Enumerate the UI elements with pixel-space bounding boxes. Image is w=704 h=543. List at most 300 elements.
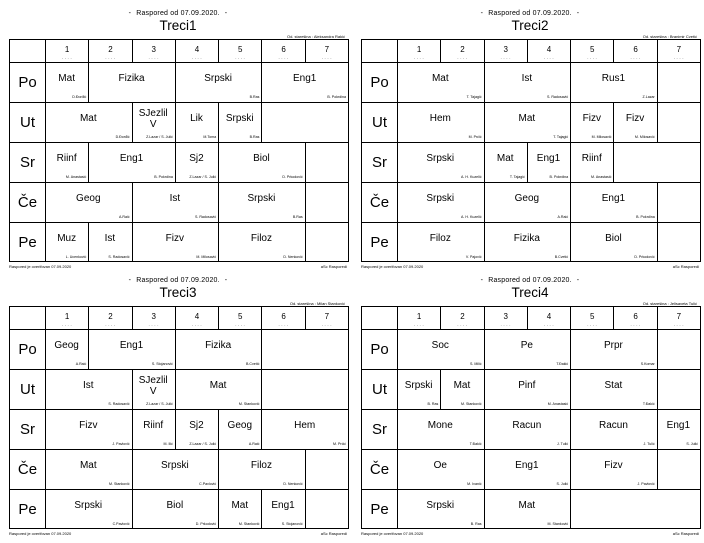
day-label: Ut — [20, 381, 35, 398]
period-number: 7 — [324, 312, 330, 321]
teacher-name: D. Prkodović — [195, 522, 217, 526]
teacher-name: S. Stojanović — [151, 362, 173, 366]
subject-name: Stat — [604, 380, 623, 391]
subject-name: Biol — [605, 233, 622, 244]
class-teacher: Od. starešina : Jelisaveta Tulić — [642, 301, 697, 306]
subject-name: Filoz — [429, 233, 451, 244]
lesson-cell — [45, 329, 88, 369]
period-header — [397, 40, 440, 62]
subject-name: Srpski — [426, 193, 455, 204]
schedule-header — [5, 277, 351, 284]
subject-name: Fizv — [625, 113, 645, 124]
period-header — [305, 307, 348, 329]
period-number: 6 — [281, 45, 286, 54]
subject-name: Eng1 — [119, 340, 144, 351]
subject-name: Fizv — [604, 460, 623, 471]
teacher-name: V. Pajović — [465, 255, 482, 259]
teacher-name: M. Prćić — [468, 135, 482, 139]
subject-name: Filoz — [250, 233, 272, 244]
period-header — [132, 40, 175, 62]
period-number: 7 — [676, 312, 682, 321]
day-label: Po — [370, 74, 389, 91]
subject-name: Srpski — [426, 500, 455, 511]
lesson-cell — [397, 222, 484, 262]
subject-name: Ist — [83, 380, 94, 391]
subject-name: Rus1 — [601, 73, 626, 84]
period-number: 1 — [416, 312, 422, 321]
empty-cell — [305, 449, 348, 489]
lesson-cell — [570, 142, 613, 182]
empty-cell — [657, 182, 700, 222]
timetable-grid — [9, 306, 349, 529]
class-title: Treci4 — [511, 285, 549, 300]
lesson-cell — [570, 409, 657, 449]
subject-name: Hem — [294, 420, 316, 431]
empty-cell — [613, 142, 700, 182]
empty-cell — [657, 369, 700, 409]
lesson-cell — [132, 369, 175, 409]
teacher-name: M. Stanković — [238, 522, 260, 526]
footer-verified: Raspored je overifovan 07.09.2020 — [9, 531, 72, 536]
period-header — [440, 307, 483, 329]
period-header — [613, 40, 656, 62]
teacher-name: B. Ras — [470, 522, 482, 526]
lesson-cell — [397, 449, 484, 489]
period-header — [570, 40, 613, 62]
teacher-name: T. Tajagić — [466, 95, 482, 99]
header-date: Raspored od 07.09.2020. — [136, 10, 220, 17]
lesson-cell — [397, 142, 484, 182]
subject-name: Riinf — [143, 420, 164, 431]
period-header — [175, 307, 218, 329]
footer-verified: Raspored je overifovan 07.09.2020 — [9, 264, 72, 269]
lesson-cell — [397, 182, 484, 222]
teacher-name: S. Radosavić — [108, 402, 130, 406]
subject-name: Srpski — [74, 500, 103, 511]
subject-name: Biol — [253, 153, 270, 164]
lesson-cell — [440, 369, 483, 409]
period-number: 5 — [590, 45, 595, 54]
subject-name: Fizika — [205, 340, 232, 351]
teacher-name: S.Komar — [640, 362, 655, 366]
teacher-name: M. Milosavić — [196, 255, 217, 259]
teacher-name: Z.Lazar — [642, 95, 655, 99]
lesson-cell — [175, 102, 218, 142]
subject-name: Eng1 — [515, 460, 539, 471]
period-header — [261, 40, 304, 62]
lesson-cell — [397, 409, 484, 449]
lesson-cell — [484, 142, 527, 182]
teacher-name: A.Raić — [75, 362, 87, 366]
subject-name: Geog — [514, 193, 540, 204]
empty-cell — [657, 329, 700, 369]
period-header — [88, 307, 131, 329]
period-time: - - - - — [278, 56, 289, 60]
lesson-cell — [132, 409, 175, 449]
lesson-cell — [397, 329, 484, 369]
footer-brand: aSc Rasporedi — [320, 264, 347, 269]
period-time: - - - - — [105, 56, 116, 60]
day-label: Ut — [20, 114, 35, 131]
lesson-cell — [570, 62, 657, 102]
period-number: 2 — [460, 312, 465, 321]
lesson-cell — [397, 369, 440, 409]
header-dash: - — [128, 277, 132, 284]
lesson-cell — [132, 222, 219, 262]
period-time: - - - - — [62, 56, 73, 60]
period-number: 4 — [194, 312, 200, 321]
teacher-name: B.Ras — [292, 215, 303, 219]
day-label: Če — [369, 461, 390, 478]
lesson-cell — [218, 222, 305, 262]
subject-name: Srpski — [204, 73, 233, 84]
teacher-name: B. Ras — [427, 402, 439, 406]
lesson-cell — [484, 449, 571, 489]
subject-name: Mat — [431, 73, 449, 84]
subject-name: Fizv — [582, 113, 601, 124]
subject-name: Ist — [169, 193, 181, 204]
period-time: - - - - — [414, 56, 425, 60]
lesson-cell — [88, 142, 175, 182]
teacher-name: T.Đakić — [642, 402, 655, 406]
lesson-cell — [88, 62, 175, 102]
teacher-name: A.Raić — [557, 215, 569, 219]
subject-name: Mat — [209, 380, 227, 391]
day-label: Po — [18, 74, 37, 91]
teacher-name: M. Ilić — [163, 442, 173, 446]
day-label: Sr — [20, 421, 35, 438]
day-label: Če — [17, 461, 38, 478]
lesson-cell — [570, 182, 657, 222]
day-label: Po — [18, 341, 37, 358]
period-time: - - - - — [457, 323, 468, 327]
period-time: - - - - — [191, 323, 202, 327]
empty-cell — [305, 142, 348, 182]
empty-cell — [570, 489, 700, 529]
class-teacher: Od. starešina : Milan Stanković — [289, 301, 345, 306]
teacher-name: B.Ras — [249, 95, 260, 99]
period-time: - - - - — [673, 323, 684, 327]
lesson-cell — [397, 102, 484, 142]
lesson-cell — [45, 142, 88, 182]
empty-cell — [261, 329, 348, 369]
period-time: - - - - — [587, 56, 598, 60]
teacher-name: S. Radosavić — [108, 255, 130, 259]
empty-cell — [305, 182, 348, 222]
lesson-cell — [132, 449, 219, 489]
period-number: 1 — [416, 45, 422, 54]
teacher-name: Z.Lazar / S. Julić — [189, 442, 217, 446]
lesson-cell — [261, 62, 348, 102]
teacher-name: J. Pavlović — [637, 482, 655, 486]
lesson-cell — [45, 449, 132, 489]
lesson-cell — [570, 369, 657, 409]
period-header — [397, 307, 440, 329]
subject-name: Srpski — [404, 380, 433, 391]
lesson-cell — [132, 489, 219, 529]
subject-name: Fizv — [79, 420, 98, 431]
teacher-name: M. Ivanić — [467, 482, 482, 486]
timetable-grid — [9, 39, 349, 262]
period-time: - - - - — [500, 323, 511, 327]
teacher-name: B. Pokrdina — [636, 215, 655, 219]
lesson-cell — [527, 142, 570, 182]
empty-cell — [305, 489, 348, 529]
period-time: - - - - — [191, 56, 202, 60]
empty-cell — [261, 102, 348, 142]
header-date: Raspored od 07.09.2020. — [136, 277, 220, 284]
subject-name: Fizv — [165, 233, 185, 244]
period-number: 2 — [108, 45, 113, 54]
footer-brand: aSc Rasporedi — [672, 531, 699, 536]
period-time: - - - - — [235, 56, 246, 60]
footer-brand: aSc Rasporedi — [672, 264, 699, 269]
empty-cell — [657, 449, 700, 489]
subject-name: Geog — [227, 420, 253, 431]
lesson-cell — [613, 102, 656, 142]
teacher-name: A. H. Kuzelić — [460, 175, 482, 179]
timetable-panel — [5, 5, 351, 270]
timetable-grid — [361, 306, 701, 529]
lesson-cell — [484, 222, 571, 262]
subject-name: Ist — [521, 73, 533, 84]
teacher-name: D. Prkodović — [282, 175, 303, 179]
subject-name: Riinf — [56, 153, 77, 164]
lesson-cell — [261, 409, 348, 449]
period-header — [484, 307, 527, 329]
period-time: - - - - — [543, 323, 554, 327]
period-time: - - - - — [278, 323, 289, 327]
lesson-cell — [132, 182, 219, 222]
schedule-header — [5, 10, 351, 17]
period-number: 6 — [281, 312, 286, 321]
teacher-name: M. Anastasić — [547, 402, 569, 406]
subject-name: Oe — [433, 460, 447, 471]
header-dash: - — [480, 10, 484, 17]
period-number: 3 — [503, 312, 508, 321]
lesson-cell — [484, 489, 571, 529]
teacher-name: Z.Lazar / S. Julić — [189, 175, 217, 179]
header-dash: - — [224, 10, 228, 17]
teacher-name: M. Stanković — [108, 482, 130, 486]
period-time: - - - - — [235, 323, 246, 327]
teacher-name: S. Julić — [686, 442, 698, 446]
lesson-cell — [45, 182, 132, 222]
period-time: - - - - — [321, 323, 332, 327]
subject-name: Eng1 — [601, 193, 626, 204]
teacher-name: S. Milić — [469, 362, 482, 366]
subject-name: Ist — [104, 233, 116, 244]
teacher-name: B.Ras — [249, 135, 260, 139]
lesson-cell — [218, 102, 261, 142]
lesson-cell — [45, 222, 88, 262]
lesson-cell — [484, 329, 571, 369]
day-label: Ut — [372, 114, 387, 131]
subject-name: Srpski — [426, 153, 455, 164]
lesson-cell — [484, 369, 571, 409]
teacher-name: T. Tajagić — [509, 175, 525, 179]
lesson-cell — [397, 489, 484, 529]
lesson-cell — [175, 369, 262, 409]
header-dash: - — [480, 277, 484, 284]
timetable-panel — [357, 272, 703, 537]
footer-verified: Raspored je overifovan 07.09.2020 — [361, 264, 424, 269]
subject-name: Pinf — [518, 380, 536, 391]
teacher-name: L. Ucenković — [65, 255, 87, 259]
subject-name: Mone — [427, 420, 453, 431]
teacher-name: D. Nenković — [283, 482, 303, 486]
period-time: - - - - — [62, 323, 73, 327]
day-label: Pe — [18, 501, 37, 518]
subject-name: Riinf — [581, 153, 602, 164]
subject-name: Filoz — [250, 460, 272, 471]
schedule-header — [357, 10, 703, 17]
lesson-cell — [484, 62, 571, 102]
lesson-cell — [175, 62, 262, 102]
empty-cell — [261, 369, 348, 409]
lesson-cell — [484, 182, 571, 222]
period-header — [175, 40, 218, 62]
lesson-cell — [175, 329, 262, 369]
period-header — [657, 307, 700, 329]
teacher-name: S. Julić — [556, 482, 569, 486]
period-number: 6 — [633, 45, 638, 54]
period-header — [261, 307, 304, 329]
period-time: - - - - — [673, 56, 684, 60]
subject-name: Racun — [598, 420, 628, 431]
empty-cell — [657, 62, 700, 102]
subject-name: Eng1 — [119, 153, 144, 164]
subject-name: Pe — [520, 340, 533, 351]
subject-name: Mat — [496, 153, 514, 164]
period-header — [45, 40, 88, 62]
lesson-cell — [570, 329, 657, 369]
subject-name: Srpski — [225, 113, 254, 124]
teacher-name: M. Anastasić — [591, 175, 612, 179]
lesson-cell — [218, 182, 305, 222]
period-number: 5 — [238, 312, 243, 321]
teacher-name: S. Radosavić — [546, 95, 569, 99]
period-number: 4 — [546, 312, 552, 321]
period-time: - - - - — [148, 56, 159, 60]
subject-name: SJezlil V — [138, 375, 168, 397]
subject-name: Soc — [431, 340, 449, 351]
lesson-cell — [88, 222, 131, 262]
period-number: 6 — [633, 312, 638, 321]
subject-name: Fizika — [118, 73, 145, 84]
subject-name: Srpski — [160, 460, 189, 471]
day-label: Če — [369, 194, 390, 211]
day-label: Sr — [372, 421, 387, 438]
period-header — [484, 40, 527, 62]
day-label: Pe — [370, 501, 389, 518]
teacher-name: D.Đorđić — [72, 95, 87, 99]
day-label: Ut — [372, 381, 387, 398]
lesson-cell — [484, 102, 571, 142]
teacher-name: D. Nenković — [283, 255, 303, 259]
subject-name: Sj2 — [189, 420, 204, 431]
header-date: Raspored od 07.09.2020. — [488, 10, 572, 17]
subject-name: Mat — [79, 113, 97, 124]
teacher-name: B.Cvetić — [554, 255, 569, 259]
teacher-name: Z.Lazar / S. Julić — [146, 402, 173, 406]
lesson-cell — [175, 409, 218, 449]
teacher-name: S. Stojanović — [281, 522, 303, 526]
subject-name: Racun — [512, 420, 542, 431]
class-teacher: Od. starešina : Aleksandra Rakić — [286, 34, 345, 39]
teacher-name: M. Milosavić — [591, 135, 612, 139]
period-header — [570, 307, 613, 329]
lesson-cell — [218, 489, 261, 529]
teacher-name: C.Pavlović — [199, 482, 217, 486]
teacher-name: S. Radosavić — [194, 215, 217, 219]
period-number: 4 — [546, 45, 552, 54]
teacher-name: Z.Lazar / S. Julić — [146, 135, 173, 139]
lesson-cell — [45, 489, 132, 529]
period-number: 5 — [590, 312, 595, 321]
subject-name: Eng1 — [293, 73, 317, 84]
teacher-name: B. Pokrdina — [154, 175, 173, 179]
period-number: 7 — [676, 45, 682, 54]
period-header — [218, 40, 261, 62]
lesson-cell — [657, 409, 700, 449]
teacher-name: B.Cvetić — [246, 362, 260, 366]
teacher-name: M.Toma — [203, 135, 217, 139]
lesson-cell — [45, 62, 88, 102]
lesson-cell — [175, 142, 218, 182]
period-number: 2 — [460, 45, 465, 54]
period-header — [613, 307, 656, 329]
teacher-name: M. Stanković — [460, 402, 482, 406]
period-header — [440, 40, 483, 62]
class-teacher: Od. starešina : Branimir Cvetić — [642, 34, 697, 39]
class-title: Treci2 — [511, 18, 549, 33]
teacher-name: C.Pavlović — [112, 522, 130, 526]
lesson-cell — [261, 489, 304, 529]
day-label: Po — [370, 341, 389, 358]
header-dash: - — [224, 277, 228, 284]
lesson-cell — [218, 449, 305, 489]
schedule-header — [357, 277, 703, 284]
teacher-name: A.Raić — [248, 442, 260, 446]
day-label: Pe — [18, 234, 37, 251]
header-dash: - — [576, 10, 580, 17]
lesson-cell — [570, 102, 613, 142]
subject-name: Hem — [429, 113, 451, 124]
empty-cell — [657, 222, 700, 262]
subject-name: Mat — [58, 73, 75, 84]
footer-verified: Raspored je overifovan 07.09.2020 — [361, 531, 424, 536]
period-number: 5 — [238, 45, 243, 54]
subject-name: SJezlil V — [138, 108, 168, 130]
timetable-panel — [357, 5, 703, 270]
period-time: - - - - — [321, 56, 332, 60]
teacher-name: J. Tulić — [556, 442, 569, 446]
class-title: Treci3 — [159, 285, 197, 300]
subject-name: Geog — [76, 193, 101, 204]
period-header — [88, 40, 131, 62]
subject-name: Eng1 — [271, 500, 295, 511]
teacher-name: T.Đakić — [556, 362, 569, 366]
period-time: - - - - — [414, 323, 425, 327]
subject-name: Prpr — [603, 340, 623, 351]
teacher-name: M. Stanković — [547, 522, 569, 526]
subject-name: Lik — [190, 113, 203, 124]
teacher-name: J. Tulić — [643, 442, 655, 446]
subject-name: Srpski — [247, 193, 276, 204]
footer-brand: aSc Rasporedi — [320, 531, 347, 536]
lesson-cell — [218, 142, 305, 182]
